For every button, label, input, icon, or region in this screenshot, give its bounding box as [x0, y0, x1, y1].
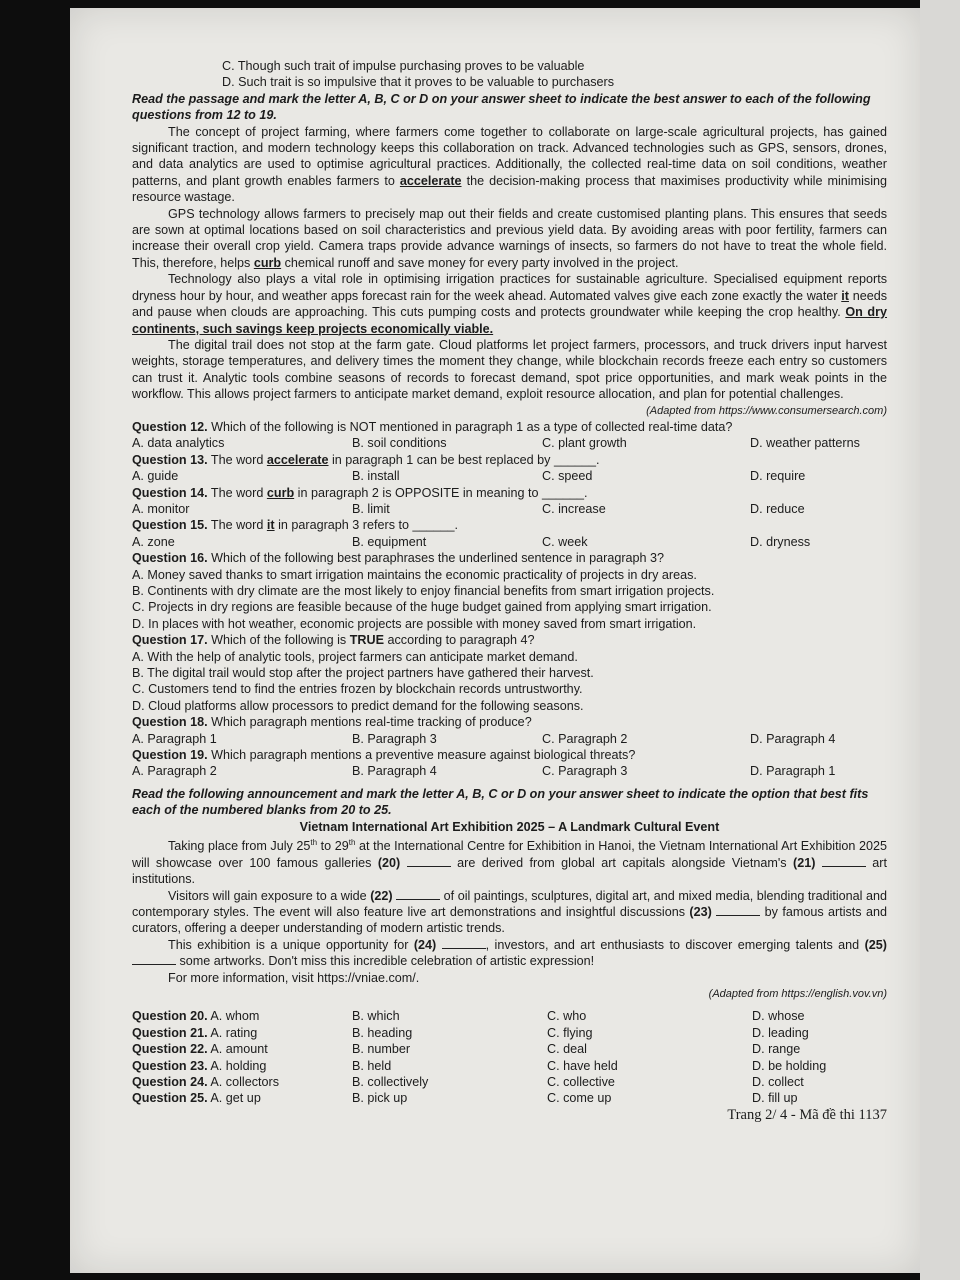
option-c[interactable]: C. who: [547, 1009, 587, 1024]
question-18: Question 18. Which paragraph mentions real-time tracking of produce?: [132, 715, 532, 730]
answer-options-20-25: [132, 1008, 887, 1106]
question-12-options: [132, 435, 887, 451]
option-c[interactable]: C. have held: [547, 1058, 618, 1073]
option-a[interactable]: A. zone: [132, 534, 175, 549]
blank-24-line[interactable]: [442, 937, 486, 949]
option-b[interactable]: B. number: [352, 1042, 411, 1057]
question-18-options: [132, 731, 887, 747]
page-content: [132, 58, 887, 1123]
option-a[interactable]: Question 25. A. get up: [132, 1091, 261, 1106]
option-b[interactable]: B. Paragraph 4: [352, 764, 437, 779]
passage-source: (Adapted from https://www.consumersearch.com): [646, 404, 887, 417]
question-14: Question 14. The word curb in paragraph 2 is OPPOSITE in meaning to ______.: [132, 485, 588, 500]
option-c[interactable]: C. increase: [542, 501, 606, 516]
question-13-options: [132, 468, 887, 484]
option-b[interactable]: B. collectively: [352, 1074, 429, 1089]
option-c[interactable]: C. flying: [547, 1025, 593, 1040]
next-page-edge: [920, 0, 960, 1280]
question-21-options: [132, 1025, 887, 1041]
question-14-options: [132, 501, 887, 517]
option-a[interactable]: A. Paragraph 2: [132, 764, 217, 779]
blank-24: (24): [413, 937, 437, 952]
option-a[interactable]: Question 20. A. whom: [132, 1009, 260, 1024]
option-b[interactable]: B. install: [352, 469, 400, 484]
option-c[interactable]: C. plant growth: [542, 436, 627, 451]
question-25-options: [132, 1090, 887, 1106]
question-19-options: [132, 763, 887, 779]
option-d[interactable]: D. weather patterns: [750, 436, 860, 451]
option-d[interactable]: D. Paragraph 1: [750, 764, 836, 779]
blank-25-line[interactable]: [132, 953, 176, 965]
blank-22-line[interactable]: [396, 888, 440, 900]
announcement-paragraph-3: This exhibition is a unique opportunity for (24) , investors, and art enthusiasts to discover emerging talents and (25) some artworks. Don't miss this incredible celebration of artistic expression!: [132, 937, 887, 970]
option-c[interactable]: C. Customers tend to find the entries frozen by blockchain records untrustworthy.: [132, 682, 583, 697]
passage-paragraph-3: Technology also plays a vital role in optimising irrigation practices for sustainable agriculture. Specialised equipment reports dryness hour by hour, and weather apps forecast rain for the week ahead. Automated valves give each zone exactly the water it needs and pause when clouds are approaching. This cuts pumping costs and protects groundwater while keeping the crop healthy. On dry continents, such savings keep projects economically viable.: [132, 272, 888, 336]
option-c[interactable]: C. collective: [547, 1074, 615, 1089]
option-a[interactable]: A. data analytics: [132, 436, 225, 451]
blank-23: (23): [689, 904, 712, 919]
option-d[interactable]: D. fill up: [752, 1091, 798, 1106]
option-a[interactable]: A. With the help of analytic tools, project farmers can anticipate market demand.: [132, 649, 578, 664]
option-d[interactable]: D. collect: [752, 1074, 804, 1089]
question-15: Question 15. The word it in paragraph 3 refers to ______.: [132, 518, 459, 533]
option-d[interactable]: D. range: [752, 1042, 801, 1057]
instruction-20-25: Read the following announcement and mark the letter A, B, C or D on your answer sheet to indicate the option that best fits each of the numbered blanks from 20 to 25.: [132, 786, 869, 818]
option-b[interactable]: B. Paragraph 3: [352, 731, 437, 746]
option-a[interactable]: A. Paragraph 1: [132, 731, 217, 746]
option-b[interactable]: B. The digital trail would stop after the project partners have gathered their harvest.: [132, 666, 594, 681]
prev-option-d: D. Such trait is so impulsive that it proves to be valuable to purchasers: [222, 75, 614, 90]
option-b[interactable]: B. equipment: [352, 534, 427, 549]
blank-22: (22): [370, 888, 393, 903]
blank-25: (25): [864, 937, 887, 952]
option-c[interactable]: C. week: [542, 534, 588, 549]
page-footer: Trang 2/ 4 - Mã đề thi 1137: [727, 1106, 887, 1123]
option-c[interactable]: C. Projects in dry regions are feasible because of the huge budget gained from applying smart irrigation.: [132, 600, 712, 615]
option-b[interactable]: B. pick up: [352, 1091, 408, 1106]
option-d[interactable]: D. Cloud platforms allow processors to predict demand for the following seasons.: [132, 698, 584, 713]
option-a[interactable]: A. monitor: [132, 501, 190, 516]
option-d[interactable]: D. require: [750, 469, 806, 484]
announcement-paragraph-2: Visitors will gain exposure to a wide (22) of oil paintings, sculptures, digital art, and mixed media, blending traditional and contemporary styles. The event will also feature live art demonstrations and insightful discussions (23) by famous artists and curators, offering a deeper understanding of modern artistic trends.: [132, 888, 888, 936]
announcement-paragraph-4: For more information, visit https://vniae.com/.: [168, 970, 420, 985]
option-b[interactable]: B. heading: [352, 1025, 413, 1040]
option-a[interactable]: A. guide: [132, 469, 179, 484]
option-b[interactable]: B. soil conditions: [352, 436, 447, 451]
question-22-options: [132, 1041, 887, 1057]
passage-paragraph-1: The concept of project farming, where farmers come together to collaborate on large-scale agricultural projects, has gained significant traction, and modern technology keeps this collaboration on track. Advanced technologies such as GPS, sensors, drones, and data analytics are used to optimise agricultural practices. Additionally, the collected real-time data on soil conditions, weather patterns, and plant growth enables farmers to accelerate the decision-making process that maximises productivity while minimising resource wastage.: [132, 124, 887, 205]
option-a[interactable]: Question 22. A. amount: [132, 1042, 268, 1057]
option-c[interactable]: C. speed: [542, 469, 593, 484]
question-17: Question 17. Which of the following is TRUE according to paragraph 4?: [132, 633, 535, 648]
question-20-options: [132, 1008, 887, 1024]
blank-20: (20): [377, 855, 401, 870]
exam-page: [70, 8, 920, 1273]
option-a[interactable]: A. Money saved thanks to smart irrigation maintains the economic practicality of projects in dry areas.: [132, 567, 697, 582]
announcement-title: Vietnam International Art Exhibition 2025 – A Landmark Cultural Event: [299, 819, 720, 834]
blank-20-line[interactable]: [407, 855, 451, 867]
question-12: Question 12. Which of the following is NOT mentioned in paragraph 1 as a type of collected real-time data?: [132, 419, 733, 434]
option-d[interactable]: D. Paragraph 4: [750, 731, 836, 746]
passage-paragraph-4: The digital trail does not stop at the farm gate. Cloud platforms let project farmers, processors, and truck drivers input harvest weights, storage temperatures, and delivery times the moment they change, while blockchain records freeze each entry so customers can trust it. Analytic tools combine seasons of records to forecast demand, spot price opportunities, and mark weak points in the workflow. This allows project farmers to anticipate market demand, exploit resource allocation, and plan for potential challenges.: [132, 337, 887, 402]
option-d[interactable]: D. dryness: [750, 534, 811, 549]
prev-option-c: C. Though such trait of impulse purchasing proves to be valuable: [222, 59, 585, 73]
blank-21: (21): [793, 855, 816, 870]
option-c[interactable]: C. Paragraph 2: [542, 731, 628, 746]
option-d[interactable]: D. leading: [752, 1025, 809, 1040]
option-c[interactable]: C. come up: [547, 1091, 612, 1106]
option-b[interactable]: B. which: [352, 1009, 400, 1024]
announcement-source: (Adapted from https://english.vov.vn): [708, 987, 887, 1000]
option-a[interactable]: Question 23. A. holding: [132, 1058, 267, 1073]
option-d[interactable]: D. whose: [752, 1009, 805, 1024]
option-a[interactable]: Question 24. A. collectors: [132, 1074, 279, 1089]
question-23-options: [132, 1058, 887, 1074]
blank-21-line[interactable]: [822, 855, 866, 867]
option-b[interactable]: B. held: [352, 1058, 392, 1073]
option-c[interactable]: C. deal: [547, 1042, 587, 1057]
option-a[interactable]: Question 21. A. rating: [132, 1025, 258, 1040]
question-19: Question 19. Which paragraph mentions a preventive measure against biological threats?: [132, 748, 636, 763]
question-16: Question 16. Which of the following best paraphrases the underlined sentence in paragraph 3?: [132, 551, 665, 566]
question-15-options: [132, 534, 887, 550]
option-d[interactable]: D. be holding: [752, 1058, 827, 1073]
option-b[interactable]: B. Continents with dry climate are the most likely to enjoy financial benefits from smart irrigation projects.: [132, 584, 715, 598]
announcement-paragraph-1: Taking place from July 25th to 29th at the International Centre for Exhibition in Hanoi, the Vietnam International Art Exhibition 2025 will showcase over 100 famous galleries (20) are derived from global art capitals alongside Vietnam's (21) art institutions.: [132, 838, 887, 887]
question-24-options: [132, 1074, 887, 1090]
blank-23-line[interactable]: [716, 904, 760, 916]
option-d[interactable]: D. reduce: [750, 501, 805, 516]
question-13: Question 13. The word accelerate in paragraph 1 can be best replaced by ______.: [132, 452, 600, 467]
option-c[interactable]: C. Paragraph 3: [542, 764, 628, 779]
option-d[interactable]: D. In places with hot weather, economic projects are possible with money saved from smart irrigation.: [132, 616, 697, 631]
passage-paragraph-2: GPS technology allows farmers to precisely map out their fields and create customised planting plans. This ensures that seeds are sown at optimal locations based on soil characteristics and previous yield data. By avoiding areas with poor fertility, farmers can increase their overall crop yield. Camera traps provide advance warnings of insects, so farmers do not have to treat the whole field. This, therefore, helps curb chemical runoff and save money for every party involved in the project.: [132, 206, 887, 270]
option-b[interactable]: B. limit: [352, 501, 390, 516]
instruction-12-19: Read the passage and mark the letter A, B, C or D on your answer sheet to indicate the best answer to each of the following questions from 12 to 19.: [132, 91, 871, 123]
